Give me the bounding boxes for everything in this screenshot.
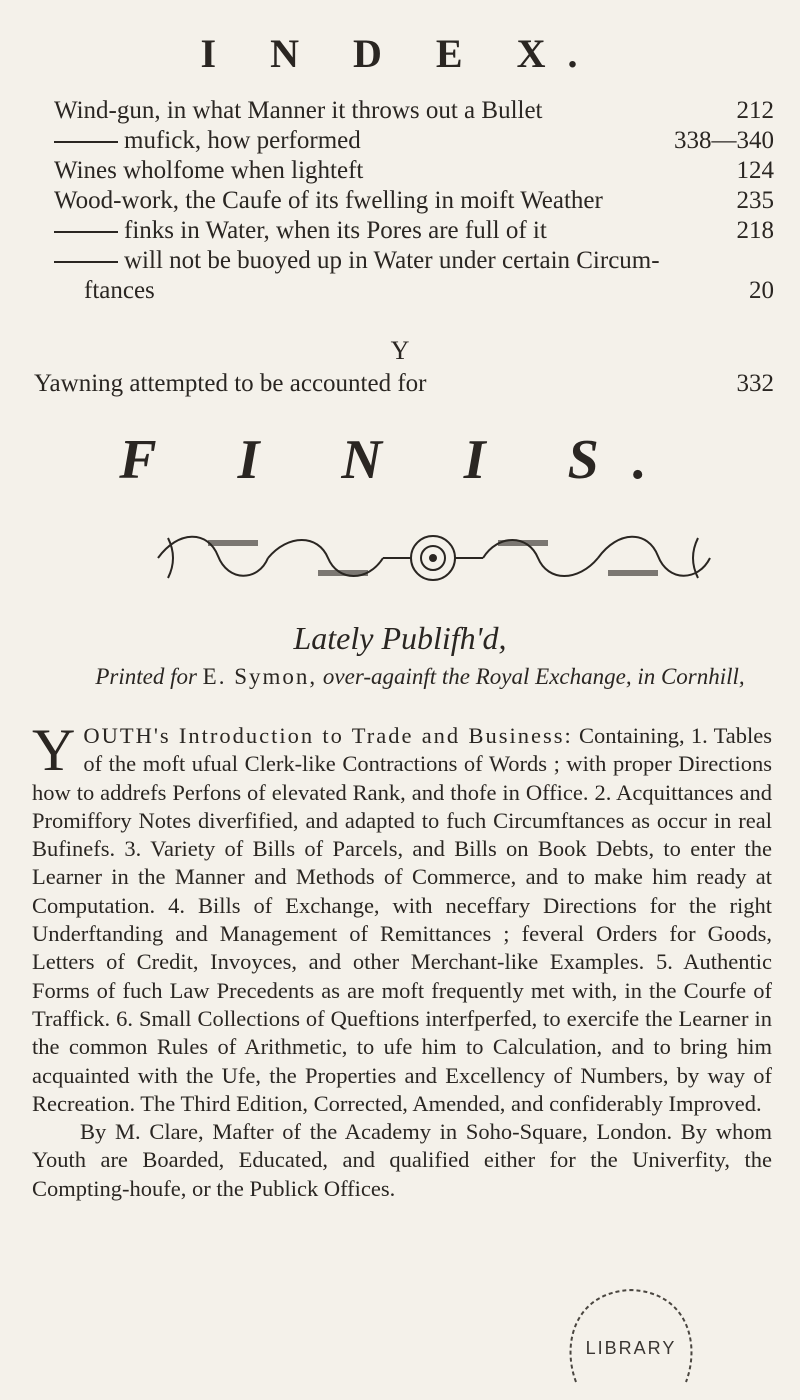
index-entry-text: will not be buoyed up in Water under certain Circum- — [124, 247, 660, 274]
index-entry — [54, 156, 774, 186]
printer-location: over-againft the Royal Exchange, in Cornhill, — [322, 664, 745, 689]
index-entry — [54, 246, 774, 276]
index-list — [54, 96, 774, 306]
lately-published-heading: Lately Publifh'd, — [293, 620, 507, 656]
index-entry — [54, 96, 774, 126]
index-entry — [54, 126, 774, 156]
index-entry-text: Yawning attempted to be accounted for — [34, 370, 427, 397]
index-entry-page: 332 — [736, 370, 774, 397]
index-entry-text: Wind-gun, in what Manner it throws out a Bullet — [54, 97, 543, 124]
section-letter: Y — [390, 336, 410, 365]
ditto-dash — [54, 141, 118, 143]
index-entry — [54, 276, 774, 306]
advert-body — [32, 717, 772, 1203]
index-entry-text: Wood-work, the Caufe of its fwelling in moift Weather — [54, 187, 603, 214]
ditto-dash — [54, 231, 118, 233]
finis-heading: F I N I S. — [119, 429, 681, 491]
index-entry — [54, 216, 774, 246]
index-entry — [34, 370, 774, 398]
drop-cap: Y — [32, 717, 76, 783]
index-entry-text: ftances — [84, 277, 155, 304]
page-header: I N D E X. — [200, 31, 600, 76]
author-note: By M. Clare, Mafter of the Academy in Soho-Square, London. By whom Youth are Boarded, Educated, and qualified either for the Univerfity, the Compting-houfe, or the Publick Offices. — [32, 1119, 772, 1201]
index-entry-page: 338—340 — [674, 127, 774, 154]
index-entry-page: 212 — [736, 97, 774, 124]
index-entry-text: finks in Water, when its Pores are full of it — [124, 217, 547, 244]
index-entry-page: 124 — [736, 157, 774, 184]
index-entry-text: Wines wholfome when lighteft — [54, 157, 364, 184]
index-entry — [54, 186, 774, 216]
index-entry-page: 218 — [736, 217, 774, 244]
ditto-dash — [54, 261, 118, 263]
printer-name: E. Symon, — [202, 664, 318, 689]
index-entry-page: 20 — [749, 277, 774, 304]
index-entry-text: mufick, how performed — [124, 127, 361, 154]
decorative-ornament-band — [148, 526, 718, 590]
stamp-outline-icon — [556, 1282, 706, 1392]
library-stamp — [556, 1282, 706, 1392]
printed-for-label: Printed for — [95, 664, 197, 689]
imprint-line — [60, 664, 780, 690]
index-entry-page: 235 — [736, 187, 774, 214]
stamp-label: LIBRARY — [585, 1338, 677, 1358]
book-contents: Containing, 1. Tables of the moft ufual Clerk-like Contractions of Words ; with proper Directions how to addrefs Perfons of elevated Rank, and thofe in Office. 2. Acquittances and Promiffory Notes diverfified, and adapted to fuch Circumftances as occur in real Bufinefs. 3. Variety of Bills of Parcels, and Bills on Book Debts, to enter the Learner in the Manner and Methods of Commerce, and to make him ready at Computation. 4. Bills of Exchange, with neceffary Directions for the right Underftanding and Management of Remittances ; feveral Orders for Goods, Letters of Credit, Invoyces, and other Merchant-like Examples. 5. Authentic Forms of fuch Law Precedents as are moft frequently met with, in the Courfe of Traffick. 6. Small Collections of Queftions interfperfed, to exercife the Learner in the common Rules of Arithmetic, to ufe him to Calculation, and to bring him acquainted with the Ufe, the Properties and Excellency of Numbers, by way of Recreation. The Third Edition, Corrected, Amended, and confiderably Improved. — [32, 723, 772, 1116]
book-title: OUTH's Introduction to Trade and Business: — [83, 723, 573, 748]
